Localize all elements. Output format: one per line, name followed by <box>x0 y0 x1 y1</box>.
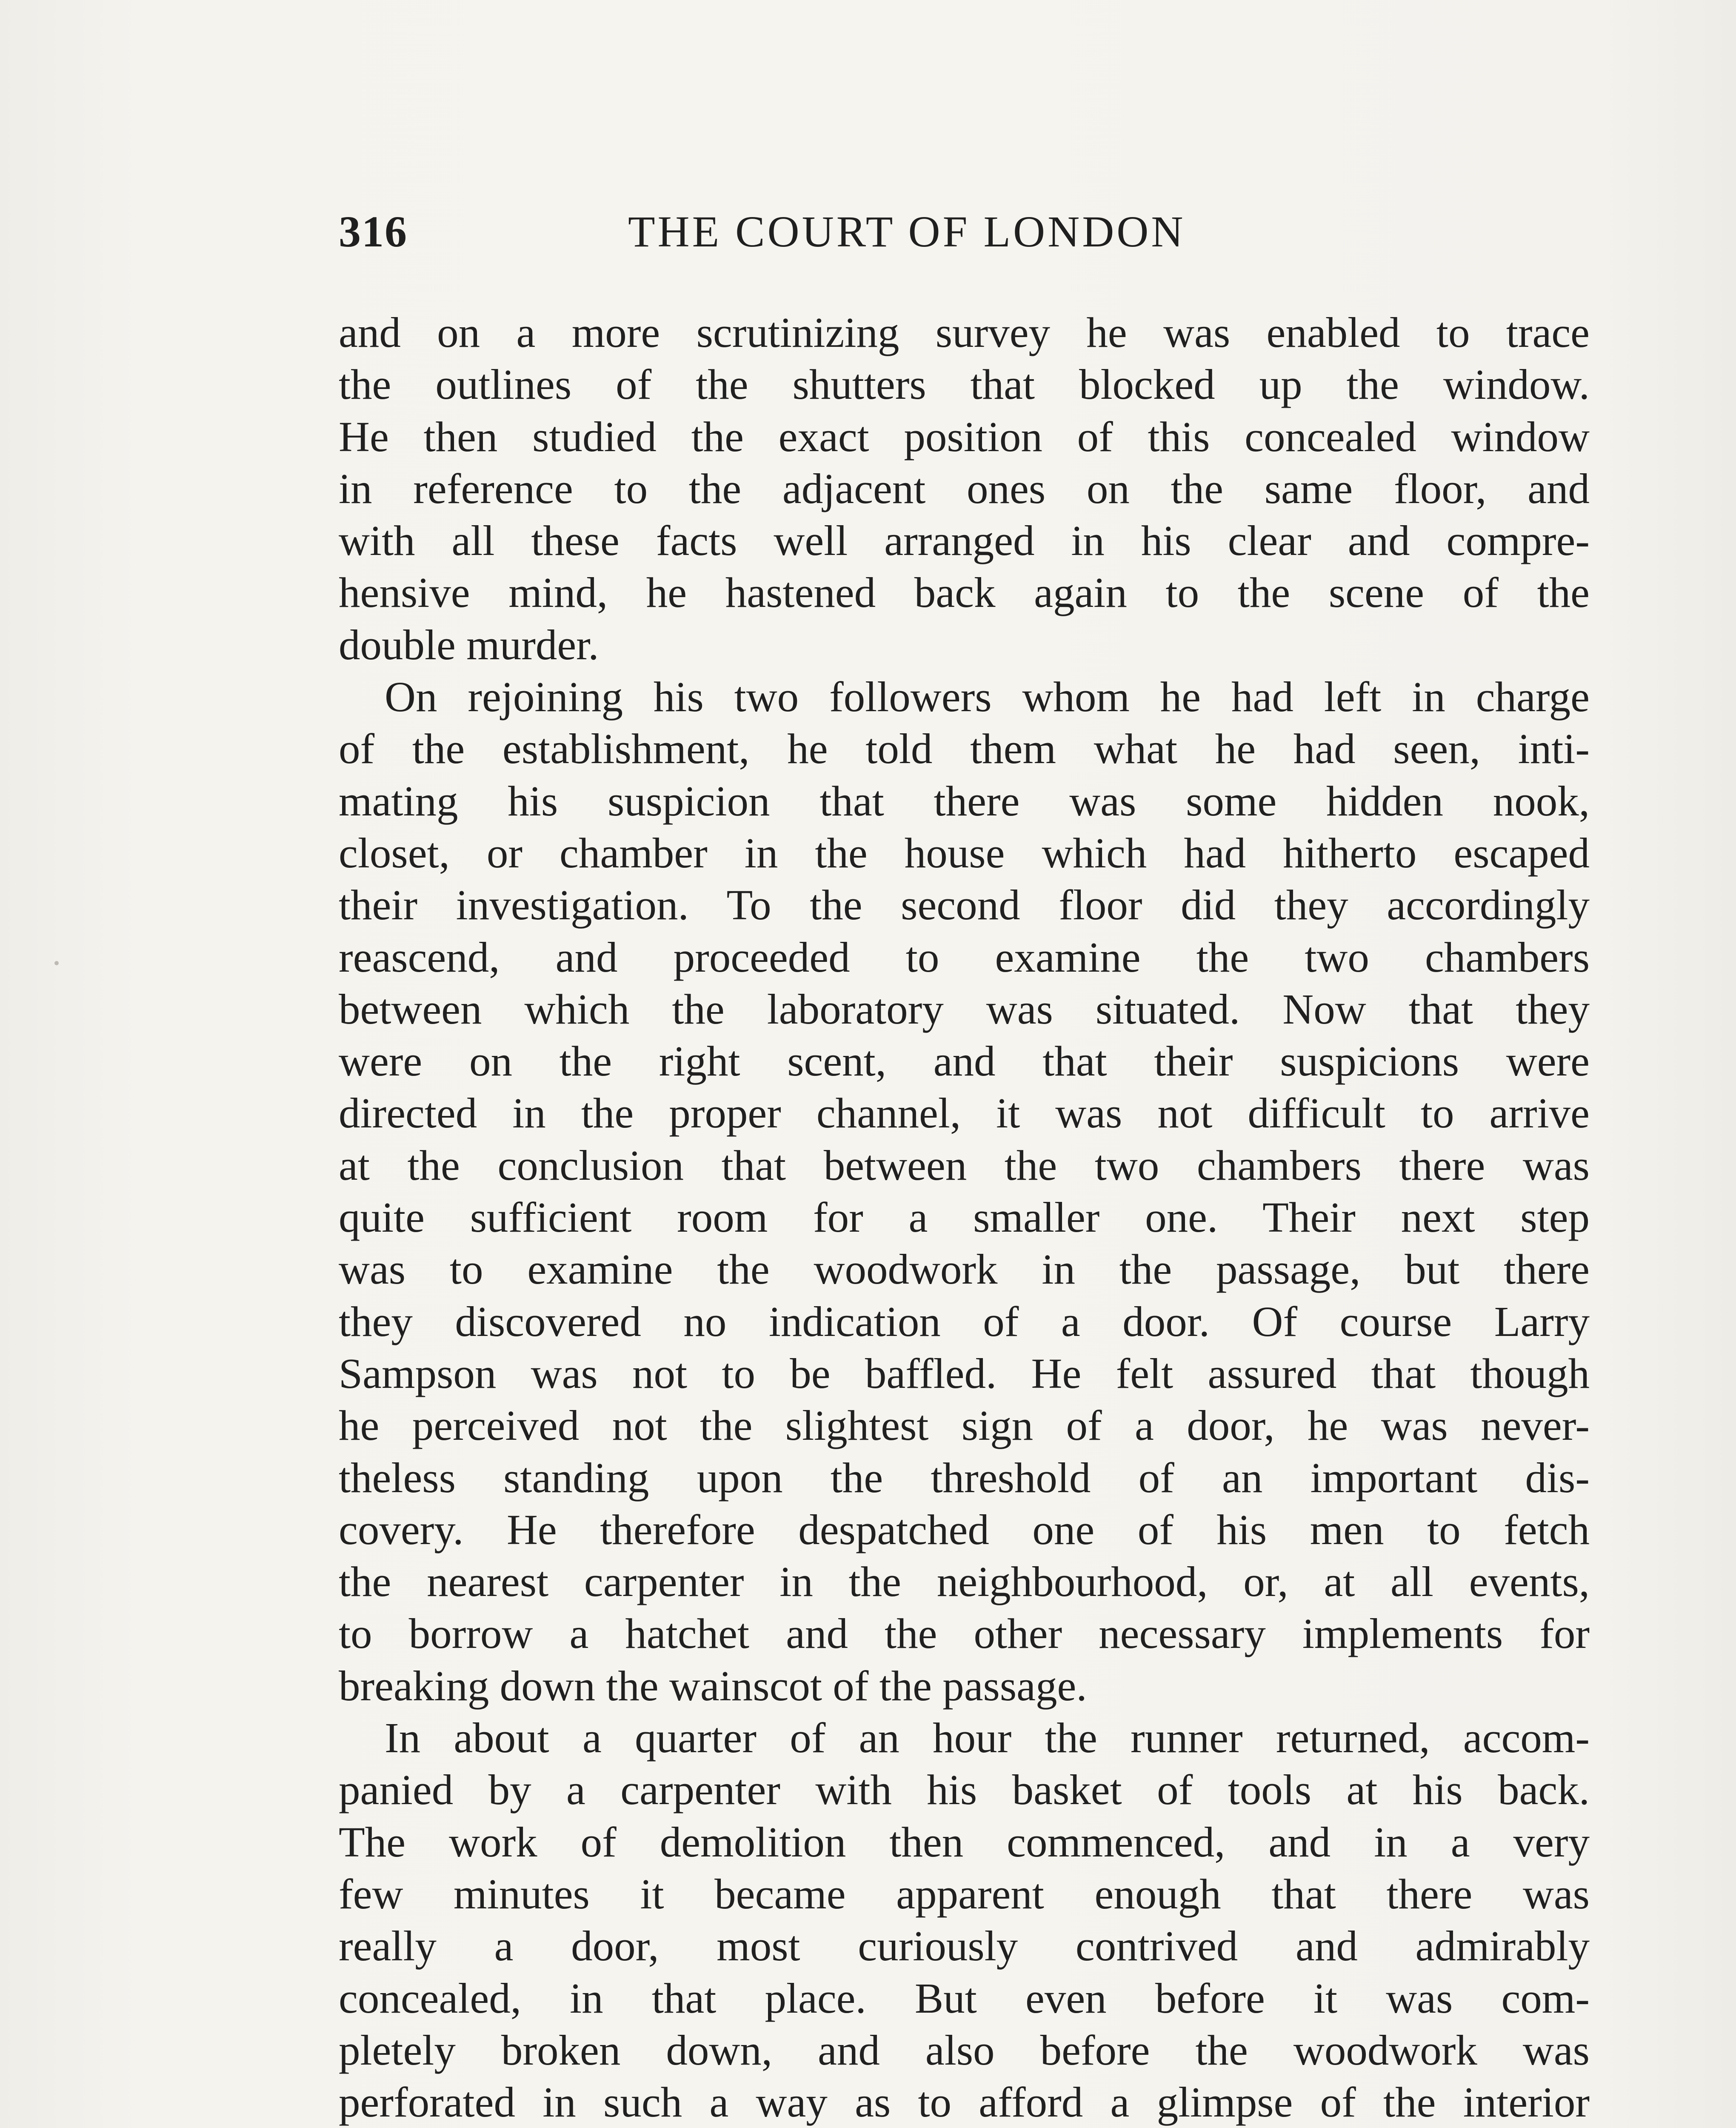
text-line: quite sufficient room for a smaller one. Their next step <box>339 1193 1590 1241</box>
page-number: 316 <box>339 207 408 256</box>
text-line: few minutes it became apparent enough that there was <box>339 1870 1590 1918</box>
text-line: and on a more scrutinizing survey he was enabled to trace <box>339 309 1590 356</box>
text-line: reascend, and proceeded to examine the two chambers <box>339 933 1590 981</box>
text-line: between which the laboratory was situated. Now that they <box>339 985 1590 1033</box>
text-line: concealed, in that place. But even before it was com- <box>339 1974 1590 2022</box>
text-line: hensive mind, he hastened back again to the scene of the <box>339 569 1590 617</box>
text-line: the outlines of the shutters that blocked up the window. <box>339 360 1590 409</box>
text-line: in reference to the adjacent ones on the same floor, and <box>339 464 1590 512</box>
text-line: perforated in such a way as to afford a glimpse of the interior <box>339 2078 1590 2126</box>
text-line: pletely broken down, and also before the woodwork was <box>339 2026 1590 2074</box>
text-line: He then studied the exact position of this concealed window <box>339 412 1590 460</box>
text-line: double murder. <box>339 621 599 669</box>
text-line: In about a quarter of an hour the runner returned, accom- <box>385 1714 1590 1762</box>
page-header <box>339 206 1590 266</box>
text-line: breaking down the wainscot of the passage. <box>339 1662 1087 1710</box>
paragraph <box>339 306 1590 671</box>
text-line: was to examine the woodwork in the passage, but there <box>339 1245 1590 1293</box>
body-text <box>339 306 1590 2128</box>
text-line: panied by a carpenter with his basket of tools at his back. <box>339 1766 1590 1814</box>
text-line: of the establishment, he told them what he had seen, inti- <box>339 725 1590 773</box>
text-line: really a door, most curiously contrived and admirably <box>339 1922 1590 1970</box>
text-line: closet, or chamber in the house which had hitherto escaped <box>339 829 1590 877</box>
text-line: with all these facts well arranged in his clear and compre- <box>339 517 1590 565</box>
text-line: at the conclusion that between the two chambers there was <box>339 1141 1590 1189</box>
text-line: Sampson was not to be baffled. He felt assured that though <box>339 1349 1590 1397</box>
text-line: On rejoining his two followers whom he had left in charge <box>385 673 1590 721</box>
text-line: were on the right scent, and that their suspicions were <box>339 1037 1590 1085</box>
text-line: to borrow a hatchet and the other necessary implements for <box>339 1610 1590 1658</box>
text-line: their investigation. To the second floor did they accordingly <box>339 881 1590 929</box>
scan-speck <box>54 961 59 965</box>
running-head: THE COURT OF LONDON <box>628 207 1186 256</box>
text-line: the nearest carpenter in the neighbourhood, or, at all events, <box>339 1558 1590 1606</box>
text-line: theless standing upon the threshold of an important dis- <box>339 1453 1590 1502</box>
text-line: mating his suspicion that there was some hidden nook, <box>339 777 1590 825</box>
paragraph <box>339 1712 1590 2128</box>
text-line: they discovered no indication of a door. Of course Larry <box>339 1297 1590 1345</box>
text-line: covery. He therefore despatched one of his men to fetch <box>339 1505 1590 1553</box>
text-line: directed in the proper channel, it was not difficult to arrive <box>339 1089 1590 1137</box>
paragraph <box>339 671 1590 1712</box>
text-line: The work of demolition then commenced, and in a very <box>339 1818 1590 1866</box>
text-line: he perceived not the slightest sign of a door, he was never- <box>339 1402 1590 1450</box>
